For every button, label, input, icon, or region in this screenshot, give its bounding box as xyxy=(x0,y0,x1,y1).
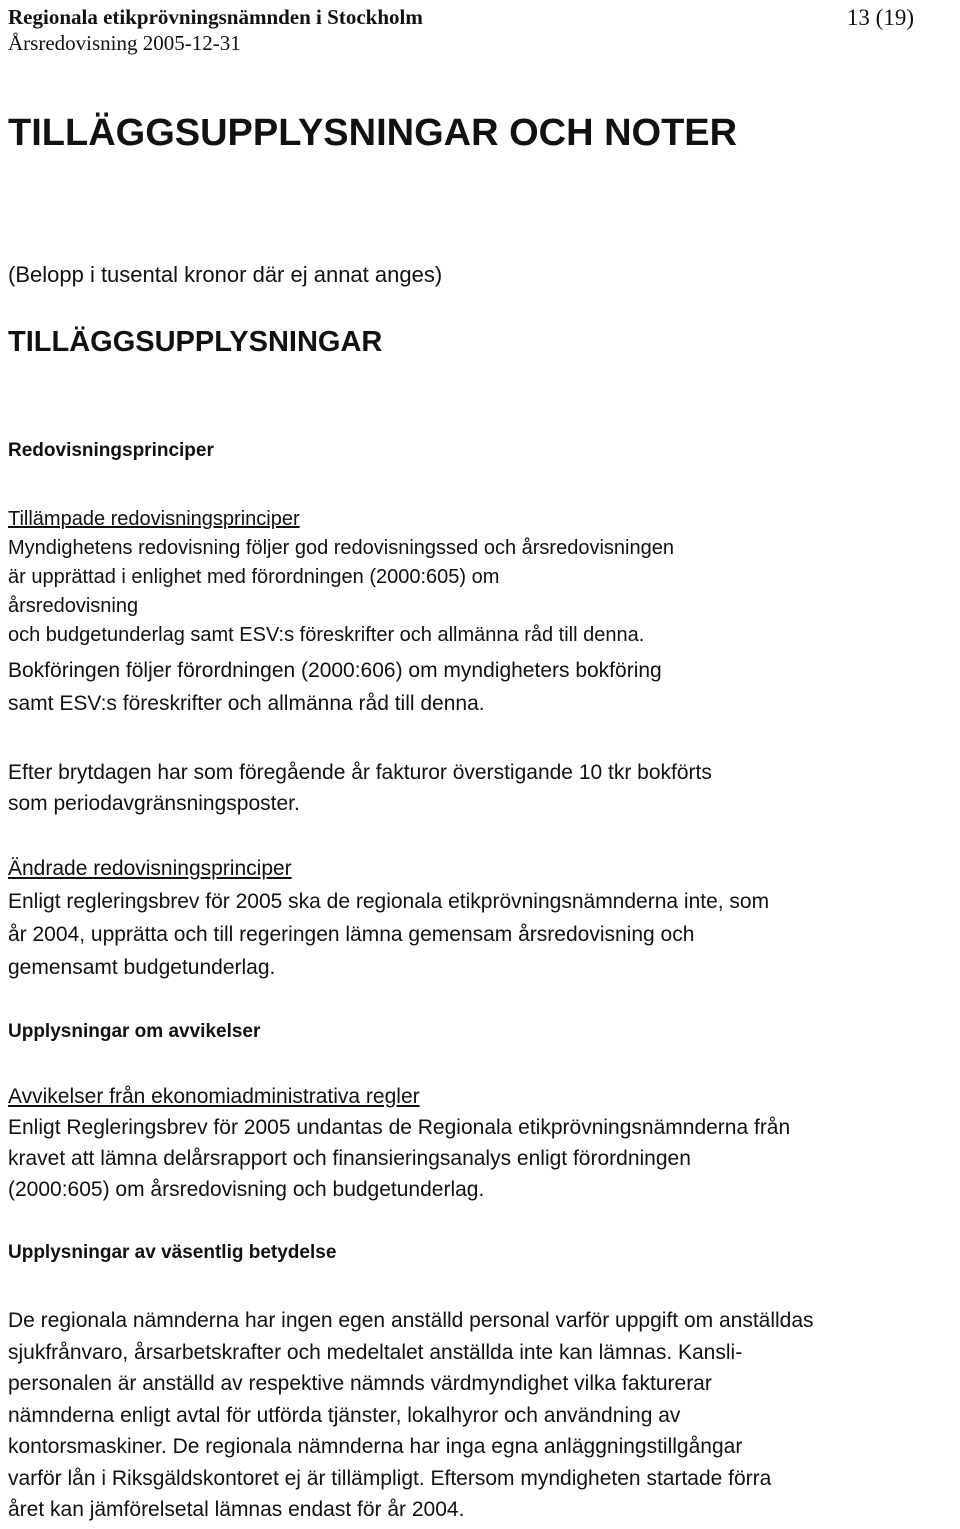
vasentlig-heading: Upplysningar av väsentlig betydelse xyxy=(8,1242,337,1263)
organization-name: Regionala etikprövningsnämnden i Stockholm xyxy=(8,5,423,29)
paragraph-line: nämnderna enligt avtal för utförda tjänster, lokalhyror och användning av xyxy=(8,1403,681,1427)
paragraph-line: som periodavgränsningsposter. xyxy=(8,792,300,815)
paragraph-line: Bokföringen följer förordningen (2000:606) om myndigheters bokföring xyxy=(8,659,662,682)
paragraph-line: De regionala nämnderna har ingen egen anställd personal varför uppgift om anställdas xyxy=(8,1309,814,1332)
paragraph-line: årsredovisning xyxy=(8,595,139,617)
avvikelser-heading: Upplysningar om avvikelser xyxy=(8,1021,261,1042)
redovisningsprinciper-heading: Redovisningsprinciper xyxy=(8,440,214,461)
paragraph-line: kravet att lämna delårsrapport och finansieringsanalys enligt förordningen xyxy=(8,1147,691,1170)
changed-principles-subheading: Ändrade redovisningsprinciper xyxy=(8,857,292,880)
paragraph-line: Myndighetens redovisning följer god redovisningssed och årsredovisningen xyxy=(8,537,674,559)
paragraph-line: är upprättad i enlighet med förordningen (2000:605) om xyxy=(8,566,500,588)
vasentlig-paragraph xyxy=(8,1305,814,1526)
paragraph-line: året kan jämförelsetal lämnas endast för år 2004. xyxy=(8,1498,465,1521)
amount-note: (Belopp i tusental kronor där ej annat anges) xyxy=(8,262,443,287)
paragraph-line: samt ESV:s föreskrifter och allmänna råd till denna. xyxy=(8,692,485,715)
header-left xyxy=(8,4,423,56)
changed-principles-block xyxy=(8,852,769,984)
page-title: TILLÄGGSUPPLYSNINGAR OCH NOTER xyxy=(8,112,738,154)
paragraph-line: kontorsmaskiner. De regionala nämnderna har inga egna anläggningstillgångar xyxy=(8,1435,743,1458)
paragraph-line: (2000:605) om årsredovisning och budgetunderlag. xyxy=(8,1178,485,1201)
paragraph-line: år 2004, upprätta och till regeringen lämna gemensam årsredovisning och xyxy=(8,923,695,946)
avvikelser-subheading: Avvikelser från ekonomiadministrativa regler xyxy=(8,1085,420,1108)
report-date: Årsredovisning 2005-12-31 xyxy=(8,31,241,55)
avvikelser-block xyxy=(8,1081,790,1205)
paragraph-line: Enligt regleringsbrev för 2005 ska de regionala etikprövningsnämnderna inte, som xyxy=(8,890,770,913)
section-heading: TILLÄGGSUPPLYSNINGAR xyxy=(8,326,383,358)
paragraph-line: Efter brytdagen har som föregående år fakturor överstigande 10 tkr bokförts xyxy=(8,761,712,784)
paragraph-line: personalen är anställd av respektive nämnds värdmyndighet vilka fakturerar xyxy=(8,1372,712,1395)
paragraph-line: Enligt Regleringsbrev för 2005 undantas de Regionala etikprövningsnämnderna från xyxy=(8,1116,791,1139)
paragraph-line: sjukfrånvaro, årsarbetskrafter och medeltalet anställda inte kan lämnas. Kansli- xyxy=(8,1340,743,1364)
paragraph-line: och budgetunderlag samt ESV:s föreskrifter och allmänna råd till denna. xyxy=(8,624,645,646)
bookkeeping-paragraph xyxy=(8,654,662,720)
paragraph-line: varför lån i Riksgäldskontoret ej är tillämpligt. Eftersom myndigheten startade förra xyxy=(8,1466,772,1490)
page-number: 13 (19) xyxy=(846,5,914,30)
applied-principles-subheading: Tillämpade redovisningsprinciper xyxy=(8,508,300,530)
paragraph-line: gemensamt budgetunderlag. xyxy=(8,956,276,979)
cutoff-paragraph xyxy=(8,757,712,819)
redovisningsprinciper-block xyxy=(8,505,674,650)
